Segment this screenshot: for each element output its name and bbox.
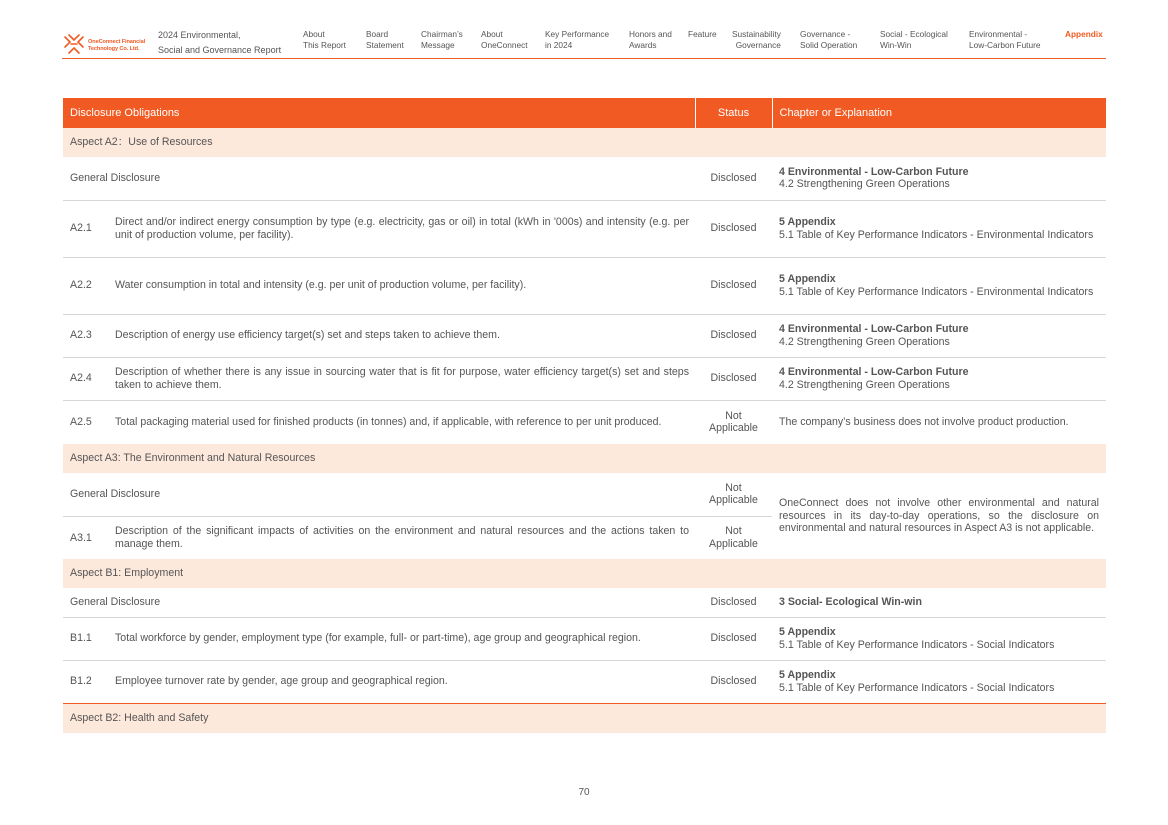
row-label: General Disclosure <box>63 588 695 617</box>
chapter-subtitle: 5.1 Table of Key Performance Indicators - Environmental Indicators <box>779 285 1094 298</box>
chapter-title: 4 Environmental - Low-Carbon Future <box>779 165 969 178</box>
chapter-subtitle: 4.2 Strengthening Green Operations <box>779 178 950 191</box>
status-line2: Applicable <box>709 537 758 550</box>
row-chapter <box>772 588 1106 617</box>
row-status: Disclosed <box>695 257 772 314</box>
row-description: Description of energy use efficiency target(s) set and steps taken to achieve them. <box>108 314 695 357</box>
chapter-subtitle: 5.1 Table of Key Performance Indicators - Environmental Indicators <box>779 228 1094 241</box>
aspect-row-a2 <box>63 128 1106 157</box>
nav-line1: Honors and <box>629 29 672 39</box>
nav-line2: Low-Carbon Future <box>969 40 1041 50</box>
row-code: B1.2 <box>63 660 108 703</box>
chapter-subtitle: 4.2 Strengthening Green Operations <box>779 335 950 348</box>
nav-line1: About <box>481 29 503 39</box>
nav-about-this-report[interactable] <box>303 29 346 51</box>
nav-line1: About <box>303 29 325 39</box>
header-chapter: Chapter or Explanation <box>772 98 1106 128</box>
aspect-title: Aspect B2: Health and Safety <box>63 703 1106 733</box>
nav-line1: Governance - <box>800 29 851 39</box>
row-code: A2.2 <box>63 257 108 314</box>
row-description: Description of the significant impacts of activities on the environment and natural resources and the actions taken to manage them. <box>115 525 689 550</box>
aspect-row-b2 <box>63 703 1106 733</box>
nav-line2: Message <box>421 40 455 50</box>
row-explanation: The company’s business does not involve product production. <box>779 416 1069 428</box>
aspect-title: Aspect A3: The Environment and Natural Resources <box>63 444 1106 473</box>
nav-environmental-low-carbon[interactable] <box>969 29 1040 51</box>
disclosure-table <box>63 98 1106 733</box>
nav-honors-awards[interactable] <box>629 29 672 51</box>
page-number: 70 <box>578 787 590 798</box>
chapter-title: 5 Appendix <box>779 626 836 638</box>
nav-line1: Appendix <box>1065 29 1103 39</box>
chapter-subtitle: 4.2 Strengthening Green Operations <box>779 378 950 391</box>
status-line2: Applicable <box>709 422 758 435</box>
chapter-title: 5 Appendix <box>779 669 836 681</box>
row-chapter <box>772 617 1106 660</box>
chapter-title: 3 Social- Ecological Win-win <box>779 596 922 608</box>
aspect-title: Aspect B1: Employment <box>63 559 1106 588</box>
row-status: Disclosed <box>695 588 772 617</box>
status-line2: Applicable <box>709 494 758 507</box>
company-logo[interactable] <box>62 32 154 58</box>
row-description: Description of whether there is any issue in sourcing water that is fit for purpose, water efficiency target(s) set and steps taken to achieve them. <box>108 357 695 400</box>
table-row <box>63 400 1106 444</box>
row-status: Disclosed <box>695 617 772 660</box>
nav-board-statement[interactable] <box>366 29 404 51</box>
row-code: A2.1 <box>63 200 108 257</box>
row-description: Total packaging material used for finished products (in tonnes) and, if applicable, with reference to per unit produced. <box>115 416 662 428</box>
row-status: Disclosed <box>695 357 772 400</box>
chapter-title: 5 Appendix <box>779 216 836 228</box>
logo-mark-icon <box>62 32 86 56</box>
table-row <box>63 314 1106 357</box>
table-row <box>63 200 1106 257</box>
row-status <box>695 473 772 516</box>
row-description: Total workforce by gender, employment type (for example, full- or part-time), age group and geographical region. <box>108 617 695 660</box>
report-title-line1: 2024 Environmental, <box>158 30 241 40</box>
chapter-title: 4 Environmental - Low-Carbon Future <box>779 323 969 335</box>
row-code: A2.4 <box>63 357 108 400</box>
table-row <box>63 588 1106 617</box>
row-description: Direct and/or indirect energy consumption by type (e.g. electricity, gas or oil) in total (kWh in '000s) and intensity (e.g. per unit of production volume, per facility). <box>108 200 695 257</box>
row-label: General Disclosure <box>63 473 695 516</box>
page-header <box>62 26 1106 59</box>
row-code: A2.5 <box>70 416 92 428</box>
chapter-subtitle: 5.1 Table of Key Performance Indicators - Social Indicators <box>779 638 1055 651</box>
row-chapter <box>772 200 1106 257</box>
aspect-row-a3 <box>63 444 1106 473</box>
status-line1: Not <box>725 409 742 422</box>
nav-line1: Sustainability <box>732 29 781 39</box>
row-chapter <box>772 314 1106 357</box>
nav-line2: Governance <box>735 40 781 50</box>
nav-about-oneconnect[interactable] <box>481 29 528 51</box>
nav-line1: Board <box>366 29 389 39</box>
status-line1: Not <box>725 525 742 538</box>
nav-line2: Win-Win <box>880 40 912 50</box>
chapter-title: 5 Appendix <box>779 273 836 285</box>
row-chapter <box>772 660 1106 703</box>
aspect-row-b1 <box>63 559 1106 588</box>
nav-line2: This Report <box>303 40 346 50</box>
nav-line2: OneConnect <box>481 40 528 50</box>
row-status: Disclosed <box>695 157 772 200</box>
row-description: Water consumption in total and intensity (e.g. per unit of production volume, per facility). <box>108 257 695 314</box>
nav-appendix[interactable] <box>1065 29 1103 40</box>
nav-line1: Environmental - <box>969 29 1028 39</box>
row-status: Disclosed <box>695 200 772 257</box>
row-chapter <box>772 157 1106 200</box>
nav-governance-solid-operation[interactable] <box>800 29 857 51</box>
logo-text-line1: OneConnect Financial <box>88 39 146 45</box>
row-label: General Disclosure <box>63 157 695 200</box>
nav-chairmans-message[interactable] <box>421 29 463 51</box>
row-status <box>695 516 772 559</box>
row-explanation: OneConnect does not involve other environmental and natural resources in its day-to-day operations, so the disclosure on environmental and natural resources in Aspect A3 is not applicable. <box>779 497 1099 535</box>
row-code: B1.1 <box>63 617 108 660</box>
report-title-line2: Social and Governance Report <box>158 45 282 55</box>
row-status: Disclosed <box>695 660 772 703</box>
table-row <box>63 257 1106 314</box>
table-row <box>63 157 1106 200</box>
row-status: Disclosed <box>695 314 772 357</box>
nav-line2: in 2024 <box>545 40 573 50</box>
table-row <box>63 660 1106 703</box>
chapter-subtitle: 5.1 Table of Key Performance Indicators - Social Indicators <box>779 681 1055 694</box>
nav-line1: Chairman’s <box>421 29 463 39</box>
nav-line1: Social - Ecological <box>880 29 948 39</box>
row-status <box>695 400 772 444</box>
status-line1: Not <box>725 481 742 494</box>
table-row <box>63 473 1106 516</box>
nav-social-ecological[interactable] <box>880 29 948 51</box>
aspect-title: Aspect A2：Use of Resources <box>63 128 1106 157</box>
nav-line1: Feature <box>688 29 717 39</box>
logo-text-line2: Technology Co. Ltd. <box>88 46 140 52</box>
nav-feature[interactable] <box>688 29 717 40</box>
header-status: Status <box>695 98 772 128</box>
nav-sustainability-governance[interactable] <box>732 29 781 51</box>
row-chapter <box>772 257 1106 314</box>
row-chapter <box>772 357 1106 400</box>
chapter-title: 4 Environmental - Low-Carbon Future <box>779 366 969 378</box>
report-title <box>158 28 281 58</box>
nav-line2: Statement <box>366 40 404 50</box>
nav-line2: Solid Operation <box>800 40 858 50</box>
nav-line1: Key Performance <box>545 29 610 39</box>
row-code: A2.3 <box>63 314 108 357</box>
nav-key-performance[interactable] <box>545 29 609 51</box>
row-description: Employee turnover rate by gender, age group and geographical region. <box>108 660 695 703</box>
table-row <box>63 617 1106 660</box>
table-row <box>63 357 1106 400</box>
nav-line2: Awards <box>629 40 657 50</box>
header-disclosure-obligations: Disclosure Obligations <box>63 98 695 128</box>
table-header-row <box>63 98 1106 128</box>
row-code: A3.1 <box>70 531 92 544</box>
